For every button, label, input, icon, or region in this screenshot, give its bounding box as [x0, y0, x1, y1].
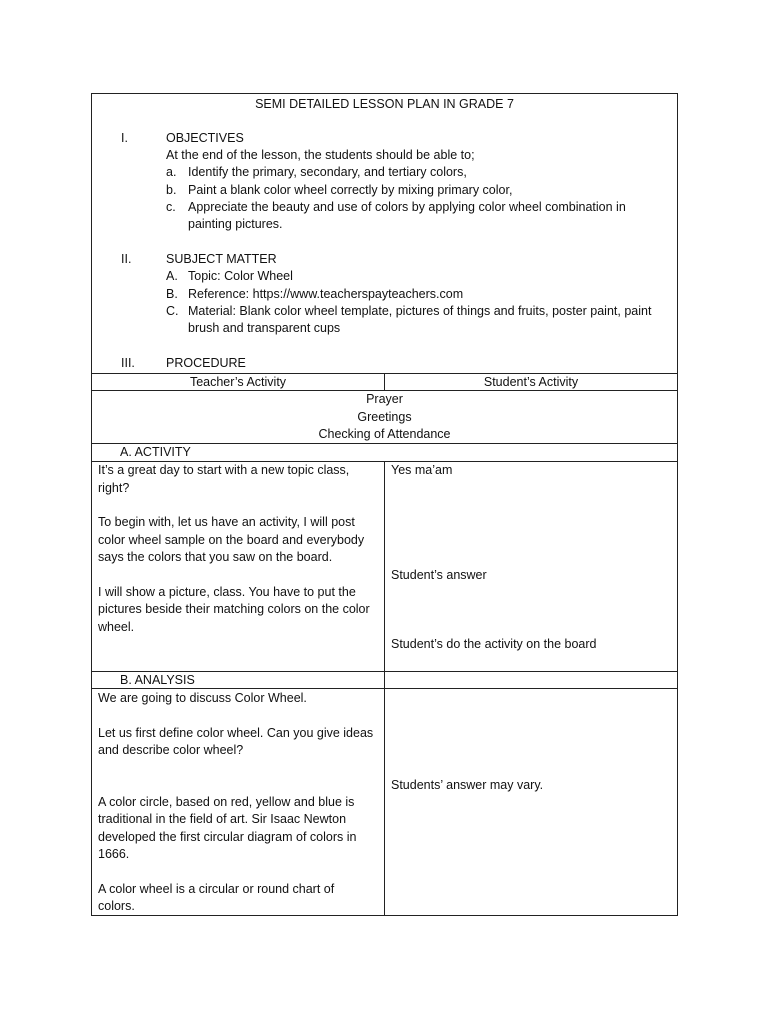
- teacher-line: color wheel sample on the board and everybody: [98, 533, 365, 547]
- preliminary-item: Greetings: [357, 410, 412, 424]
- objectives-heading: OBJECTIVES: [166, 131, 244, 145]
- teacher-line: says the colors that you saw on the board.: [98, 550, 333, 564]
- document-title: SEMI DETAILED LESSON PLAN IN GRADE 7: [255, 97, 514, 111]
- student-response: Student’s answer: [391, 568, 487, 582]
- objectives-numeral: I.: [121, 131, 128, 145]
- teacher-line: colors.: [98, 899, 135, 913]
- subject-marker: B.: [166, 287, 178, 301]
- column-divider: [384, 461, 385, 916]
- student-response: Yes ma’am: [391, 463, 453, 477]
- activity-section-label: A. ACTIVITY: [120, 445, 191, 459]
- preliminary-item: Prayer: [366, 392, 403, 406]
- objective-text: painting pictures.: [188, 217, 283, 231]
- objective-marker: a.: [166, 165, 177, 179]
- objective-text: Paint a blank color wheel correctly by mixing primary color,: [188, 183, 513, 197]
- subject-matter-numeral: II.: [121, 252, 132, 266]
- teacher-line: traditional in the field of art. Sir Isaac Newton: [98, 812, 347, 826]
- teacher-line: I will show a picture, class. You have to put the: [98, 585, 356, 599]
- lesson-plan-document: [91, 93, 678, 916]
- subject-text: Reference: https://www.teacherspayteachers.com: [188, 287, 464, 301]
- objective-marker: c.: [166, 200, 176, 214]
- teacher-line: To begin with, let us have an activity, I will post: [98, 515, 355, 529]
- teacher-line: right?: [98, 481, 130, 495]
- subject-marker: A.: [166, 269, 178, 283]
- subject-marker: C.: [166, 304, 179, 318]
- subject-text: Material: Blank color wheel template, pictures of things and fruits, poster paint, paint: [188, 304, 652, 318]
- objective-text: Identify the primary, secondary, and tertiary colors,: [188, 165, 467, 179]
- teacher-line: It’s a great day to start with a new topic class,: [98, 463, 350, 477]
- subject-matter-heading: SUBJECT MATTER: [166, 252, 277, 266]
- procedure-numeral: III.: [121, 356, 135, 370]
- procedure-heading: PROCEDURE: [166, 356, 246, 370]
- teacher-line: 1666.: [98, 847, 130, 861]
- teacher-line: We are going to discuss Color Wheel.: [98, 691, 307, 705]
- teacher-line: and describe color wheel?: [98, 743, 244, 757]
- teacher-line: Let us first define color wheel. Can you give ideas: [98, 726, 374, 740]
- teacher-line: A color wheel is a circular or round chart of: [98, 882, 335, 896]
- teacher-line: wheel.: [98, 620, 135, 634]
- objectives-intro: At the end of the lesson, the students should be able to;: [166, 148, 475, 162]
- subject-text: brush and transparent cups: [188, 321, 341, 335]
- teacher-line: pictures beside their matching colors on the color: [98, 602, 370, 616]
- teacher-line: A color circle, based on red, yellow and blue is: [98, 795, 355, 809]
- analysis-section-label: B. ANALYSIS: [120, 673, 195, 687]
- student-activity-header: Student’s Activity: [483, 375, 579, 389]
- teacher-activity-header: Teacher’s Activity: [189, 375, 287, 389]
- student-response: Student’s do the activity on the board: [391, 637, 597, 651]
- subject-text: Topic: Color Wheel: [188, 269, 293, 283]
- student-response: Students’ answer may vary.: [391, 778, 544, 792]
- preliminary-item: Checking of Attendance: [318, 427, 451, 441]
- teacher-line: developed the first circular diagram of colors in: [98, 830, 357, 844]
- objective-marker: b.: [166, 183, 177, 197]
- objective-text: Appreciate the beauty and use of colors by applying color wheel combination in: [188, 200, 626, 214]
